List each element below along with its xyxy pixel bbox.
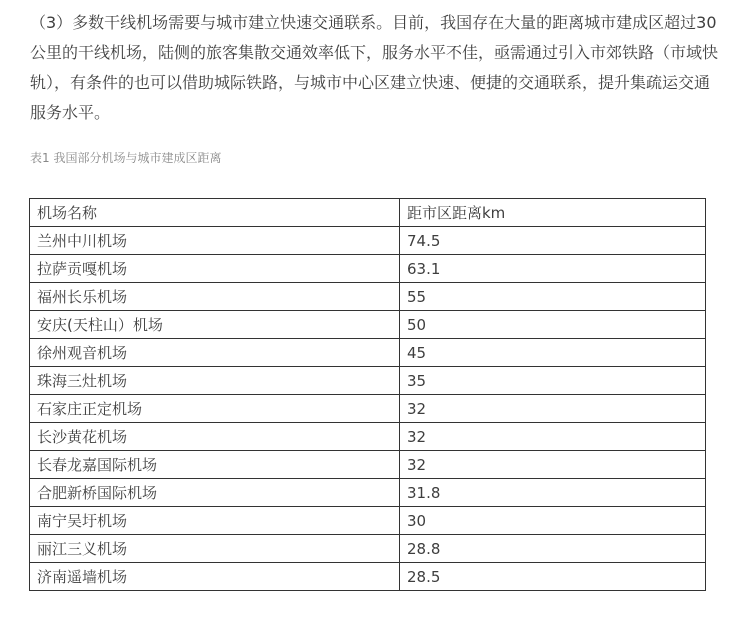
airport-name-cell: 兰州中川机场 xyxy=(30,227,400,255)
table-row xyxy=(30,535,706,563)
airport-name-cell: 长沙黄花机场 xyxy=(30,423,400,451)
distance-cell: 30 xyxy=(400,507,706,535)
table-row xyxy=(30,563,706,591)
table-row xyxy=(30,479,706,507)
distance-cell: 32 xyxy=(400,451,706,479)
table-row xyxy=(30,311,706,339)
airport-name-cell: 珠海三灶机场 xyxy=(30,367,400,395)
table-row xyxy=(30,339,706,367)
airport-name-cell: 丽江三义机场 xyxy=(30,535,400,563)
article-paragraph: （3）多数干线机场需要与城市建立快速交通联系。目前，我国存在大量的距离城市建成区超过30公里的干线机场，陆侧的旅客集散交通效率低下，服务水平不佳，亟需通过引入市郊铁路（市域快轨），有条件的也可以借助城际铁路，与城市中心区建立快速、便捷的交通联系，提升集疏运交通服务水平。 xyxy=(30,13,719,122)
airport-distance-table xyxy=(29,198,706,591)
table-row xyxy=(30,255,706,283)
distance-cell: 63.1 xyxy=(400,255,706,283)
airport-name-cell: 福州长乐机场 xyxy=(30,283,400,311)
airport-name-cell: 济南遥墙机场 xyxy=(30,563,400,591)
distance-cell: 32 xyxy=(400,423,706,451)
airport-name-cell: 安庆(天柱山）机场 xyxy=(30,311,400,339)
distance-cell: 74.5 xyxy=(400,227,706,255)
distance-cell: 55 xyxy=(400,283,706,311)
airport-name-cell: 拉萨贡嘎机场 xyxy=(30,255,400,283)
distance-cell: 50 xyxy=(400,311,706,339)
table-row xyxy=(30,423,706,451)
table-row xyxy=(30,227,706,255)
airport-name-cell: 徐州观音机场 xyxy=(30,339,400,367)
airport-name-cell: 石家庄正定机场 xyxy=(30,395,400,423)
table-row xyxy=(30,395,706,423)
airport-name-cell: 长春龙嘉国际机场 xyxy=(30,451,400,479)
table-row xyxy=(30,507,706,535)
table-row xyxy=(30,283,706,311)
table-caption: 表1 我国部分机场与城市建成区距离 xyxy=(30,151,222,165)
distance-cell: 32 xyxy=(400,395,706,423)
table-row xyxy=(30,451,706,479)
airport-name-cell: 合肥新桥国际机场 xyxy=(30,479,400,507)
airport-name-cell: 南宁吴圩机场 xyxy=(30,507,400,535)
table-row xyxy=(30,367,706,395)
distance-cell: 28.5 xyxy=(400,563,706,591)
table-header-row xyxy=(30,199,706,227)
distance-cell: 45 xyxy=(400,339,706,367)
distance-cell: 31.8 xyxy=(400,479,706,507)
distance-cell: 35 xyxy=(400,367,706,395)
distance-cell: 28.8 xyxy=(400,535,706,563)
header-distance: 距市区距离km xyxy=(400,199,706,227)
header-airport-name: 机场名称 xyxy=(30,199,400,227)
